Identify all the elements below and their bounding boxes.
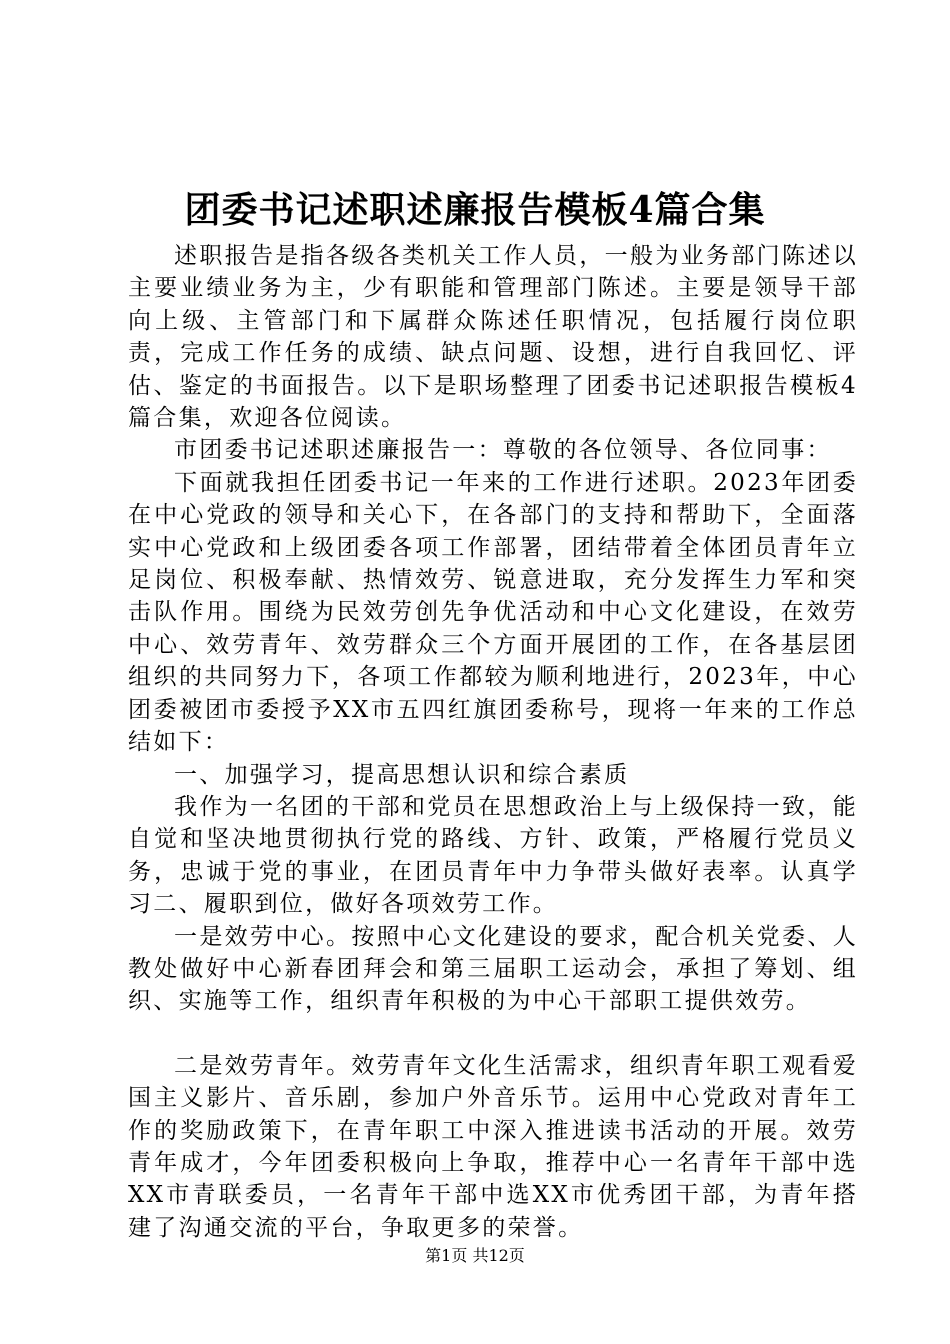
page-footer: 第1页 共12页 <box>425 1246 525 1265</box>
intro-paragraph: 述职报告是指各级各类机关工作人员，一般为业务部门陈述以主要业绩业务为主，少有职能和管理部门陈述。主要是领导干部向上级、主管部门和下属群众陈述任职情况，包括履行岗位职责，完成工作任务的成绩、缺点问题、设想，进行自我回忆、评估、鉴定的书面报告。以下是职场整理了团委书记述职报告模板4篇合集，欢迎各位阅读。 <box>128 243 858 432</box>
salutation-paragraph: 市团委书记述职述廉报告一：尊敬的各位领导、各位同事： <box>174 437 832 464</box>
study-paragraph: 我作为一名团的干部和党员在思想政治上与上级保持一致，能自觉和坚决地贯彻执行党的路线、方针、政策，严格履行党员义务，忠诚于党的事业，在团员青年中力争带头做好表率。认真学习二、履职到位，做好各项效劳工作。 <box>128 793 858 918</box>
document-title: 团委书记述职述廉报告模板4篇合集 <box>184 189 766 231</box>
serve-center-paragraph: 一是效劳中心。按照中心文化建设的要求，配合机关党委、人教处做好中心新春团拜会和第三届职工运动会，承担了筹划、组织、实施等工作，组织青年积极的为中心干部职工提供效劳。 <box>128 923 858 1015</box>
overview-paragraph: 下面就我担任团委书记一年来的工作进行述职。2023年团委在中心党政的领导和关心下，在各部门的支持和帮助下，全面落实中心党政和上级团委各项工作部署，团结带着全体团员青年立足岗位、积极奉献、热情效劳、锐意进取，充分发挥生力军和突击队作用。围绕为民效劳创先争优活动和中心文化建设，在效劳中心、效劳青年、效劳群众三个方面开展团的工作，在各基层团组织的共同努力下，各项工作都较为顺利地进行，2023年，中心团委被团市委授予XX市五四红旗团委称号，现将一年来的工作总结如下： <box>128 469 858 756</box>
serve-youth-paragraph: 二是效劳青年。效劳青年文化生活需求，组织青年职工观看爱国主义影片、音乐剧，参加户外音乐节。运用中心党政对青年工作的奖励政策下，在青年职工中深入推进读书活动的开展。效劳青年成才，今年团委积极向上争取，推荐中心一名青年干部中选XX市青联委员，一名青年干部中选XX市优秀团干部，为青年搭建了沟通交流的平台，争取更多的荣誉。 <box>128 1052 858 1241</box>
section-heading: 一、加强学习，提高思想认识和综合素质 <box>174 761 630 788</box>
document-body <box>128 240 858 1244</box>
